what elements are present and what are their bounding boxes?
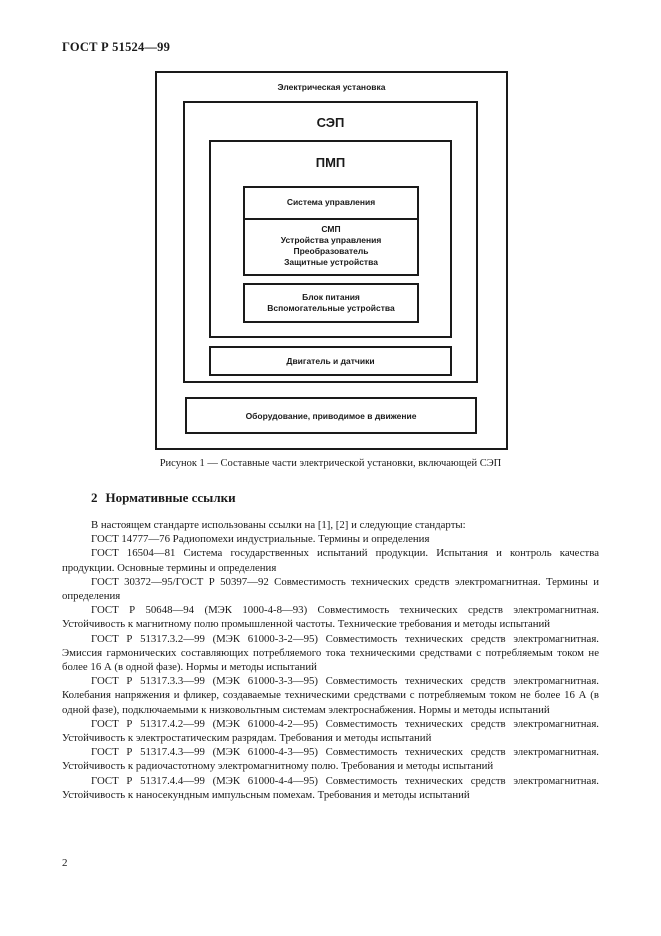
- control-item: Преобразователь: [293, 246, 369, 256]
- power-supply-box: [243, 283, 419, 323]
- paragraph: ГОСТ Р 51317.4.4—99 (МЭК 61000-4-4—95) Совместимость технических средств электромагнитная. Устойчивость к наносекундным импульсным помехам. Требования и методы испытаний: [62, 774, 599, 801]
- paragraph: ГОСТ Р 51317.3.2—99 (МЭК 61000-3-2—95) Совместимость технических средств электромагнитная. Эмиссия гармонических составляющих потребляемого тока техническими средствами с потребляемым током не более 16 А (в одной фазе). Нормы и методы испытаний: [62, 632, 599, 674]
- driven-equipment-label: Оборудование, приводимое в движение: [245, 411, 417, 421]
- control-item: Защитные устройства: [284, 257, 378, 267]
- paragraph: В настоящем стандарте использованы ссылки на [1], [2] и следующие стандарты:: [91, 519, 466, 531]
- pmp-label: ПМП: [315, 155, 346, 170]
- paragraph: ГОСТ Р 51317.4.2—99 (МЭК 61000-4-2—95) Совместимость технических средств электромагнитная. Устойчивость к электростатическим разрядам. Требования и методы испытаний: [62, 717, 599, 745]
- page-number: 2: [62, 857, 68, 869]
- control-system-label: Система управления: [286, 197, 376, 207]
- electrical-installation-label: Электрическая установка: [277, 82, 386, 92]
- control-item: Устройства управления: [280, 235, 382, 245]
- paragraph: ГОСТ Р 51317.3.3—99 (МЭК 61000-3-3—95) Совместимость технических средств электромагнитная. Колебания напряжения и фликер, создаваемые техническими средствами с потребляемым током не более 16 А (в одной фазе), подключаемыми к низковольтным системам электроснабжения. Нормы и методы испытаний: [62, 675, 599, 716]
- motor-sensors-label: Двигатель и датчики: [286, 356, 375, 366]
- paragraph: ГОСТ 14777—76 Радиопомехи индустриальные. Термины и определения: [91, 533, 430, 546]
- section-heading: [91, 490, 236, 506]
- paragraph: ГОСТ 16504—81 Система государственных испытаний продукции. Испытания и контроль качества продукции. Основные термины и определения: [62, 547, 599, 574]
- document-header: ГОСТ Р 51524—99: [62, 40, 171, 54]
- power-item: Вспомогательные устройства: [267, 303, 395, 313]
- motor-sensors-box: [209, 346, 452, 376]
- sep-label: СЭП: [316, 115, 345, 130]
- paragraph: ГОСТ Р 51317.4.3—99 (МЭК 61000-4-3—95) Совместимость технических средств электромагнитная. Устойчивость к радиочастотному электромагнитному полю. Требования и методы испытаний: [62, 746, 599, 773]
- driven-equipment-box: [185, 397, 477, 434]
- paragraph: ГОСТ Р 50648—94 (МЭК 1000-4-8—93) Совместимость технических средств электромагнитная. Устойчивость к магнитному полю промышленной частоты. Технические требования и методы испытаний: [62, 604, 599, 631]
- paragraph: ГОСТ 30372—95/ГОСТ Р 50397—92 Совместимость технических средств электромагнитная. Термины и определения: [62, 575, 599, 603]
- control-system-box: [243, 186, 419, 276]
- section-number: 2: [91, 490, 98, 505]
- control-item: СМП: [321, 224, 341, 234]
- control-divider: [245, 218, 417, 220]
- references-body: [62, 518, 599, 802]
- power-item: Блок питания: [302, 292, 360, 302]
- figure-caption: Рисунок 1 — Составные части электрической установки, включающей СЭП: [159, 458, 502, 469]
- section-title: Нормативные ссылки: [105, 490, 236, 505]
